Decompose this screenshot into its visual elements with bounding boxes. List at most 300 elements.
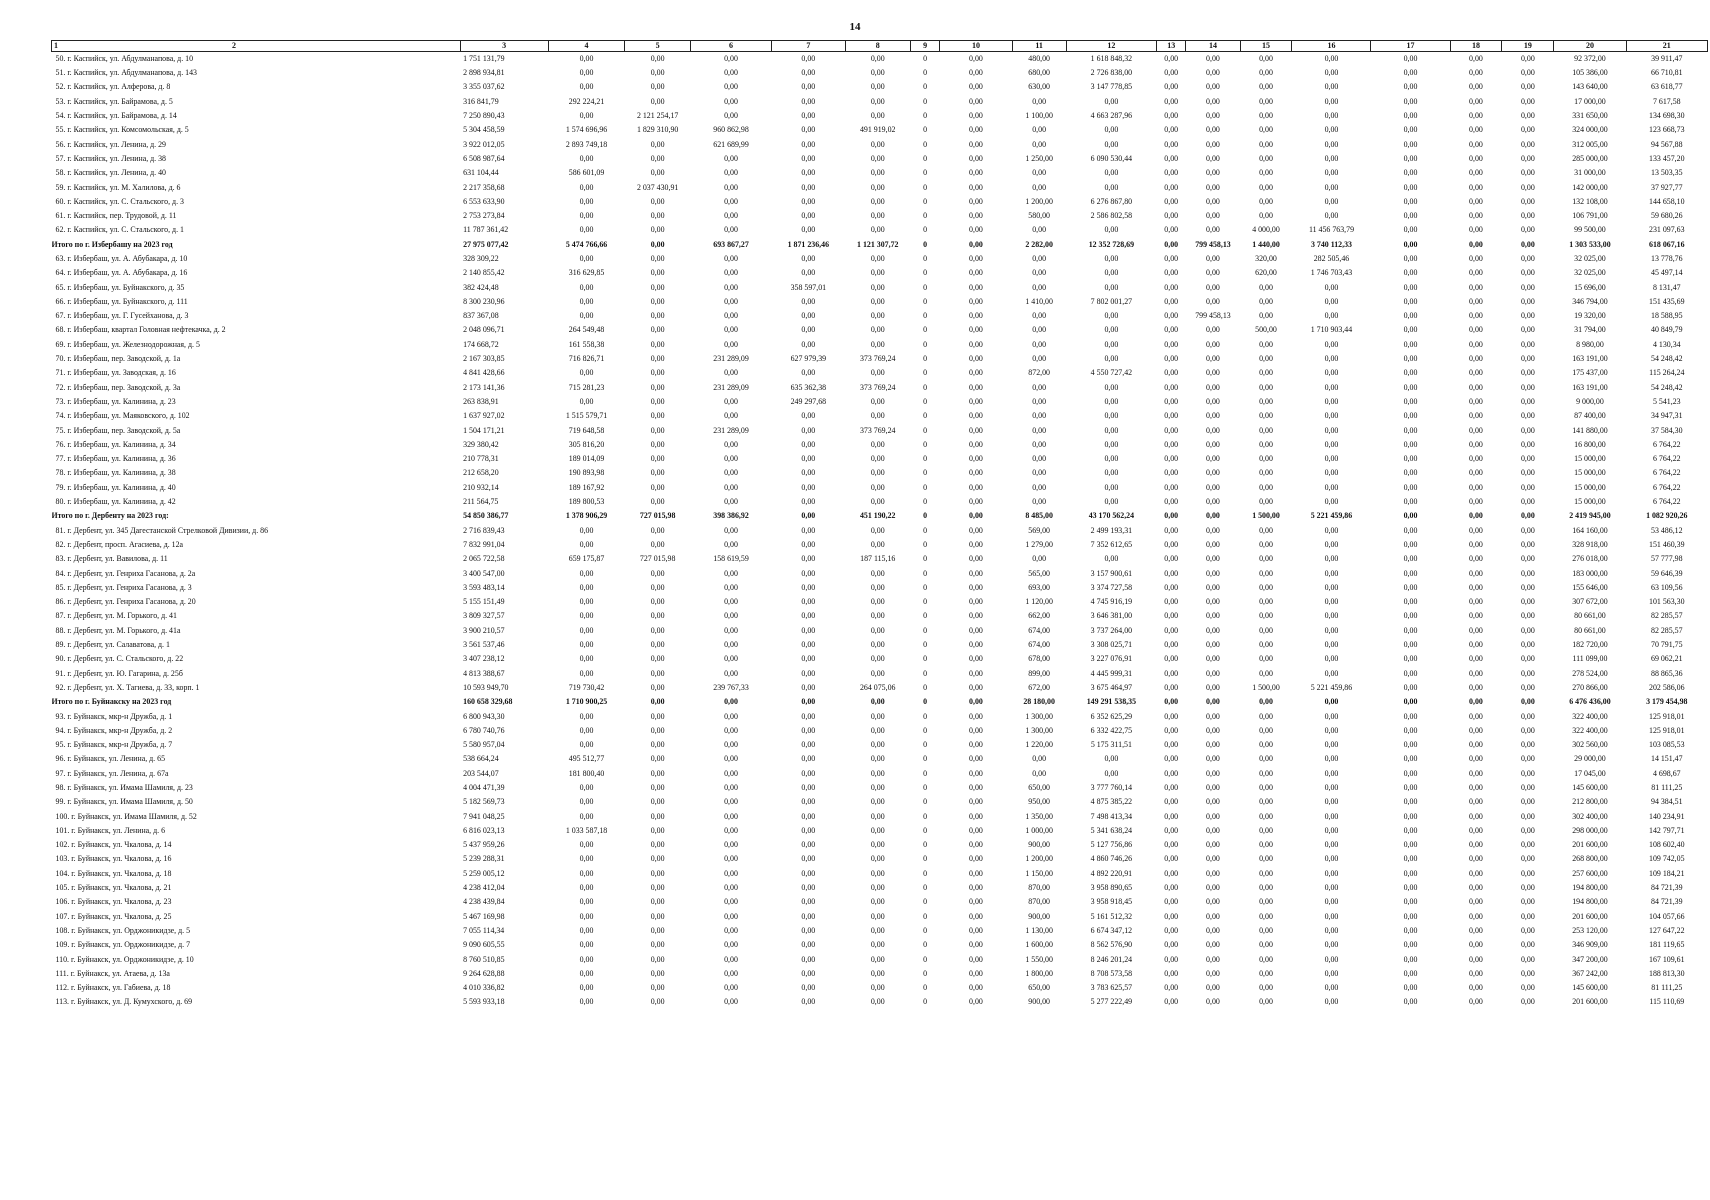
value-cell-col-5: 0,00 xyxy=(650,411,665,421)
value-cell-col-4: 0,00 xyxy=(579,711,594,721)
value-cell-col-3: 2 217 358,68 xyxy=(463,182,505,192)
value-cell-col-6: 0,00 xyxy=(724,911,738,921)
value-cell-col-19: 0,00 xyxy=(1520,554,1535,564)
value-cell-col-3: 5 593 933,18 xyxy=(463,997,505,1007)
value-cell-col-18: 0,00 xyxy=(1469,239,1483,249)
value-cell-col-12: 3 227 076,91 xyxy=(1090,654,1133,664)
value-cell-col-7: 0,00 xyxy=(801,439,816,449)
value-cell-col-6: 0,00 xyxy=(724,883,738,893)
value-cell-col-10: 0,00 xyxy=(969,668,983,678)
value-cell-col-8: 0,00 xyxy=(870,153,885,163)
value-cell-col-6: 960 862,98 xyxy=(713,125,749,135)
value-cell-col-21: 134 698,30 xyxy=(1649,111,1685,121)
value-cell-col-6: 0,00 xyxy=(724,611,738,621)
table-row xyxy=(52,166,1708,180)
value-cell-col-3: 2 167 303,85 xyxy=(463,354,505,364)
address-cell: 87. г. Дербент, ул. М. Горького, д. 41 xyxy=(55,611,177,621)
value-cell-col-4: 716 826,71 xyxy=(568,354,605,364)
value-cell-col-15: 0,00 xyxy=(1259,296,1273,306)
value-cell-col-17: 0,00 xyxy=(1403,382,1418,392)
value-cell-col-21: 6 764,22 xyxy=(1652,439,1681,449)
value-cell-col-8: 0,00 xyxy=(870,497,885,507)
value-cell-col-6: 0,00 xyxy=(724,296,738,306)
value-cell-col-19: 0,00 xyxy=(1520,396,1535,406)
value-cell-col-17: 0,00 xyxy=(1403,611,1418,621)
value-cell-col-3: 2 140 855,42 xyxy=(463,268,505,278)
value-cell-col-13: 0,00 xyxy=(1164,196,1179,206)
value-cell-col-18: 0,00 xyxy=(1469,225,1483,235)
address-cell: 57. г. Каспийск, ул. Ленина, д. 38 xyxy=(55,153,166,163)
value-cell-col-4: 181 800,40 xyxy=(568,768,605,778)
value-cell-col-11: 1 000,00 xyxy=(1025,825,1053,835)
column-header: 18 xyxy=(1450,41,1502,52)
value-cell-col-3: 3 922 012,05 xyxy=(463,139,505,149)
value-cell-col-12: 0,00 xyxy=(1104,411,1119,421)
value-cell-col-3: 5 239 288,31 xyxy=(463,854,505,864)
value-cell-col-11: 870,00 xyxy=(1028,883,1050,893)
value-cell-col-7: 0,00 xyxy=(801,425,816,435)
value-cell-col-9: 0 xyxy=(923,782,928,792)
value-cell-col-16: 0,00 xyxy=(1324,468,1339,478)
value-cell-col-17: 0,00 xyxy=(1403,411,1418,421)
value-cell-col-17: 0,00 xyxy=(1403,268,1418,278)
value-cell-col-17: 0,00 xyxy=(1403,539,1418,549)
value-cell-col-7: 0,00 xyxy=(801,868,816,878)
value-cell-col-13: 0,00 xyxy=(1164,654,1179,664)
table-row xyxy=(52,295,1708,309)
value-cell-col-16: 0,00 xyxy=(1324,54,1339,63)
value-cell-col-9: 0 xyxy=(923,654,928,664)
address-cell: 97. г. Буйнакск, ул. Ленина, д. 67а xyxy=(55,768,169,778)
value-cell-col-15: 0,00 xyxy=(1259,282,1273,292)
value-cell-col-7: 0,00 xyxy=(801,511,816,521)
value-cell-col-17: 0,00 xyxy=(1403,82,1418,92)
value-cell-col-19: 0,00 xyxy=(1520,339,1535,349)
value-cell-col-15: 0,00 xyxy=(1259,640,1273,650)
value-cell-col-6: 0,00 xyxy=(724,725,738,735)
value-cell-col-20: 1 303 533,00 xyxy=(1569,239,1611,249)
value-cell-col-20: 268 800,00 xyxy=(1572,854,1608,864)
value-cell-col-7: 0,00 xyxy=(801,468,816,478)
value-cell-col-5: 0,00 xyxy=(650,868,665,878)
value-cell-col-21: 84 721,39 xyxy=(1651,897,1683,907)
value-cell-col-19: 0,00 xyxy=(1520,497,1535,507)
value-cell-col-8: 0,00 xyxy=(870,325,885,335)
value-cell-col-4: 0,00 xyxy=(579,582,594,592)
value-cell-col-11: 0,00 xyxy=(1032,125,1047,135)
value-cell-col-16: 0,00 xyxy=(1324,539,1339,549)
value-cell-col-21: 109 184,21 xyxy=(1649,868,1685,878)
value-cell-col-6: 0,00 xyxy=(724,597,738,607)
address-cell: 54. г. Каспийск, ул. Байрамова, д. 14 xyxy=(55,111,177,121)
value-cell-col-10: 0,00 xyxy=(969,697,983,707)
value-cell-col-4: 0,00 xyxy=(579,782,594,792)
value-cell-col-19: 0,00 xyxy=(1520,168,1535,178)
value-cell-col-8: 1 121 307,72 xyxy=(857,239,899,249)
value-cell-col-7: 0,00 xyxy=(801,825,816,835)
value-cell-col-13: 0,00 xyxy=(1164,54,1179,63)
value-cell-col-11: 1 250,00 xyxy=(1025,153,1053,163)
value-cell-col-11: 0,00 xyxy=(1032,396,1047,406)
column-header: 6 xyxy=(690,41,771,52)
value-cell-col-18: 0,00 xyxy=(1469,740,1483,750)
value-cell-col-7: 0,00 xyxy=(801,497,816,507)
table-row xyxy=(52,109,1708,123)
value-cell-col-19: 0,00 xyxy=(1520,354,1535,364)
value-cell-col-21: 81 111,25 xyxy=(1651,782,1683,792)
value-cell-col-9: 0 xyxy=(923,911,928,921)
value-cell-col-3: 329 380,42 xyxy=(463,439,499,449)
value-cell-col-8: 0,00 xyxy=(870,454,885,464)
value-cell-col-10: 0,00 xyxy=(969,682,983,692)
value-cell-col-6: 0,00 xyxy=(724,768,738,778)
table-row xyxy=(52,481,1708,495)
value-cell-col-20: 212 800,00 xyxy=(1572,797,1608,807)
value-cell-col-21: 618 067,16 xyxy=(1649,239,1685,249)
value-cell-col-6: 0,00 xyxy=(724,225,738,235)
value-cell-col-14: 799 458,13 xyxy=(1195,311,1231,321)
value-cell-col-16: 0,00 xyxy=(1324,568,1339,578)
value-cell-col-20: 16 800,00 xyxy=(1574,439,1606,449)
value-cell-col-19: 0,00 xyxy=(1520,268,1535,278)
value-cell-col-12: 4 745 916,19 xyxy=(1090,597,1133,607)
value-cell-col-16: 0,00 xyxy=(1324,482,1339,492)
value-cell-col-8: 0,00 xyxy=(870,54,885,63)
value-cell-col-19: 0,00 xyxy=(1520,82,1535,92)
value-cell-col-8: 0,00 xyxy=(870,668,885,678)
value-cell-col-16: 0,00 xyxy=(1324,82,1339,92)
value-cell-col-15: 0,00 xyxy=(1259,497,1273,507)
value-cell-col-7: 249 297,68 xyxy=(790,396,827,406)
value-cell-col-15: 620,00 xyxy=(1255,268,1277,278)
value-cell-col-20: 201 600,00 xyxy=(1572,840,1608,850)
value-cell-col-9: 0 xyxy=(923,96,928,106)
value-cell-col-17: 0,00 xyxy=(1403,454,1418,464)
value-cell-col-11: 674,00 xyxy=(1028,625,1050,635)
value-cell-col-9: 0 xyxy=(923,768,928,778)
address-cell: 88. г. Дербент, ул. М. Горького, д. 41а xyxy=(55,625,181,635)
value-cell-col-16: 0,00 xyxy=(1324,282,1339,292)
value-cell-col-11: 0,00 xyxy=(1032,554,1047,564)
value-cell-col-8: 0,00 xyxy=(870,797,885,807)
value-cell-col-8: 0,00 xyxy=(870,968,885,978)
value-cell-col-7: 358 597,01 xyxy=(790,282,827,292)
value-cell-col-16: 0,00 xyxy=(1324,211,1339,221)
address-cell: 104. г. Буйнакск, ул. Чкалова, д. 18 xyxy=(55,868,172,878)
value-cell-col-4: 0,00 xyxy=(579,525,594,535)
value-cell-col-17: 0,00 xyxy=(1403,511,1418,521)
value-cell-col-6: 398 386,92 xyxy=(713,511,749,521)
value-cell-col-6: 231 289,09 xyxy=(713,425,749,435)
value-cell-col-21: 4 698,67 xyxy=(1652,768,1681,778)
value-cell-col-12: 0,00 xyxy=(1104,282,1119,292)
value-cell-col-14: 0,00 xyxy=(1206,925,1220,935)
value-cell-col-4: 0,00 xyxy=(579,997,594,1007)
table-row xyxy=(52,624,1708,638)
value-cell-col-3: 5 580 957,04 xyxy=(463,740,505,750)
value-cell-col-11: 1 279,00 xyxy=(1025,539,1053,549)
value-cell-col-21: 63 618,77 xyxy=(1651,82,1683,92)
address-cell: 102. г. Буйнакск, ул. Чкалова, д. 14 xyxy=(55,840,172,850)
table-row xyxy=(52,409,1708,423)
value-cell-col-18: 0,00 xyxy=(1469,754,1483,764)
table-row xyxy=(52,338,1708,352)
value-cell-col-10: 0,00 xyxy=(969,68,983,78)
value-cell-col-21: 59 646,39 xyxy=(1651,568,1683,578)
value-cell-col-14: 0,00 xyxy=(1206,482,1220,492)
value-cell-col-10: 0,00 xyxy=(969,554,983,564)
value-cell-col-13: 0,00 xyxy=(1164,797,1179,807)
value-cell-col-11: 1 550,00 xyxy=(1025,954,1053,964)
value-cell-col-9: 0 xyxy=(923,82,928,92)
value-cell-col-20: 87 400,00 xyxy=(1574,411,1606,421)
value-cell-col-7: 0,00 xyxy=(801,883,816,893)
value-cell-col-8: 451 190,22 xyxy=(859,511,896,521)
value-cell-col-17: 0,00 xyxy=(1403,325,1418,335)
value-cell-col-21: 57 777,98 xyxy=(1651,554,1683,564)
column-header: 13 xyxy=(1157,41,1186,52)
value-cell-col-17: 0,00 xyxy=(1403,825,1418,835)
address-cell: 109. г. Буйнакск, ул. Орджоникидзе, д. 7 xyxy=(55,940,191,950)
value-cell-col-20: 32 025,00 xyxy=(1574,268,1606,278)
value-cell-col-19: 0,00 xyxy=(1520,482,1535,492)
value-cell-col-19: 0,00 xyxy=(1520,854,1535,864)
value-cell-col-14: 0,00 xyxy=(1206,96,1220,106)
value-cell-col-14: 0,00 xyxy=(1206,454,1220,464)
value-cell-col-13: 0,00 xyxy=(1164,325,1179,335)
value-cell-col-19: 0,00 xyxy=(1520,940,1535,950)
value-cell-col-21: 13 778,76 xyxy=(1651,254,1683,263)
value-cell-col-10: 0,00 xyxy=(969,82,983,92)
value-cell-col-15: 4 000,00 xyxy=(1252,225,1280,235)
value-cell-col-14: 0,00 xyxy=(1206,611,1220,621)
value-cell-col-14: 0,00 xyxy=(1206,525,1220,535)
value-cell-col-3: 5 437 959,26 xyxy=(463,840,505,850)
value-cell-col-11: 0,00 xyxy=(1032,482,1047,492)
value-cell-col-16: 5 221 459,86 xyxy=(1310,511,1353,521)
value-cell-col-18: 0,00 xyxy=(1469,997,1483,1007)
value-cell-col-17: 0,00 xyxy=(1403,482,1418,492)
value-cell-col-6: 693 867,27 xyxy=(713,239,749,249)
value-cell-col-13: 0,00 xyxy=(1164,468,1179,478)
value-cell-col-8: 0,00 xyxy=(870,282,885,292)
page-number: 14 xyxy=(849,21,861,33)
value-cell-col-5: 0,00 xyxy=(650,339,665,349)
value-cell-col-11: 650,00 xyxy=(1028,782,1050,792)
value-cell-col-3: 837 367,08 xyxy=(463,311,499,321)
value-cell-col-14: 0,00 xyxy=(1206,68,1220,78)
value-cell-col-13: 0,00 xyxy=(1164,925,1179,935)
value-cell-col-20: 145 600,00 xyxy=(1572,983,1608,993)
value-cell-col-12: 0,00 xyxy=(1104,497,1119,507)
value-cell-col-12: 0,00 xyxy=(1104,396,1119,406)
value-cell-col-3: 54 850 386,77 xyxy=(463,511,509,521)
value-cell-col-4: 0,00 xyxy=(579,196,594,206)
value-cell-col-12: 149 291 538,35 xyxy=(1086,697,1137,707)
value-cell-col-4: 1 515 579,71 xyxy=(565,411,608,421)
value-cell-col-17: 0,00 xyxy=(1403,182,1418,192)
value-cell-col-11: 900,00 xyxy=(1028,840,1050,850)
value-cell-col-18: 0,00 xyxy=(1469,797,1483,807)
value-cell-col-21: 3 179 454,98 xyxy=(1646,697,1688,707)
value-cell-col-17: 0,00 xyxy=(1403,625,1418,635)
value-cell-col-8: 0,00 xyxy=(870,611,885,621)
value-cell-col-16: 0,00 xyxy=(1324,425,1339,435)
value-cell-col-10: 0,00 xyxy=(969,268,983,278)
value-cell-col-13: 0,00 xyxy=(1164,582,1179,592)
value-cell-col-15: 0,00 xyxy=(1259,125,1273,135)
value-cell-col-9: 0 xyxy=(923,68,928,78)
table-row xyxy=(52,552,1708,566)
value-cell-col-15: 0,00 xyxy=(1259,211,1273,221)
value-cell-col-18: 0,00 xyxy=(1469,153,1483,163)
value-cell-col-14: 0,00 xyxy=(1206,468,1220,478)
value-cell-col-6: 621 689,99 xyxy=(713,139,749,149)
value-cell-col-5: 0,00 xyxy=(650,754,665,764)
value-cell-col-7: 0,00 xyxy=(801,797,816,807)
value-cell-col-9: 0 xyxy=(923,954,928,964)
value-cell-col-11: 0,00 xyxy=(1032,497,1047,507)
value-cell-col-3: 210 778,31 xyxy=(463,454,499,464)
value-cell-col-14: 0,00 xyxy=(1206,354,1220,364)
table-row xyxy=(52,438,1708,452)
value-cell-col-18: 0,00 xyxy=(1469,196,1483,206)
address-cell: 85. г. Дербент, ул. Генриха Гасанова, д. 3 xyxy=(55,582,192,592)
value-cell-col-15: 0,00 xyxy=(1259,983,1273,993)
value-cell-col-16: 0,00 xyxy=(1324,754,1339,764)
value-cell-col-6: 0,00 xyxy=(724,925,738,935)
address-cell: 72. г. Избербаш, пер. Заводской, д. 3а xyxy=(55,382,181,392)
value-cell-col-16: 0,00 xyxy=(1324,668,1339,678)
value-cell-col-16: 0,00 xyxy=(1324,625,1339,635)
value-cell-col-10: 0,00 xyxy=(969,568,983,578)
value-cell-col-10: 0,00 xyxy=(969,854,983,864)
value-cell-col-18: 0,00 xyxy=(1469,554,1483,564)
value-cell-col-6: 0,00 xyxy=(724,54,738,63)
value-cell-col-6: 0,00 xyxy=(724,325,738,335)
value-cell-col-20: 142 000,00 xyxy=(1572,182,1608,192)
value-cell-col-20: 328 918,00 xyxy=(1572,539,1608,549)
value-cell-col-10: 0,00 xyxy=(969,654,983,664)
value-cell-col-12: 0,00 xyxy=(1104,325,1119,335)
table-row xyxy=(52,209,1708,223)
value-cell-col-5: 0,00 xyxy=(650,368,665,378)
value-cell-col-10: 0,00 xyxy=(969,640,983,650)
table-row xyxy=(52,123,1708,137)
value-cell-col-10: 0,00 xyxy=(969,582,983,592)
value-cell-col-6: 239 767,33 xyxy=(713,682,749,692)
value-cell-col-14: 0,00 xyxy=(1206,883,1220,893)
value-cell-col-3: 27 975 077,42 xyxy=(463,239,509,249)
value-cell-col-19: 0,00 xyxy=(1520,597,1535,607)
value-cell-col-6: 0,00 xyxy=(724,396,738,406)
value-cell-col-5: 0,00 xyxy=(650,740,665,750)
value-cell-col-18: 0,00 xyxy=(1469,311,1483,321)
value-cell-col-9: 0 xyxy=(923,539,928,549)
value-cell-col-10: 0,00 xyxy=(969,454,983,464)
value-cell-col-3: 2 753 273,84 xyxy=(463,211,505,221)
value-cell-col-17: 0,00 xyxy=(1403,640,1418,650)
table-row xyxy=(52,423,1708,437)
value-cell-col-18: 0,00 xyxy=(1469,382,1483,392)
value-cell-col-16: 0,00 xyxy=(1324,497,1339,507)
value-cell-col-19: 0,00 xyxy=(1520,868,1535,878)
value-cell-col-11: 0,00 xyxy=(1032,182,1047,192)
column-header: 17 xyxy=(1371,41,1450,52)
value-cell-col-19: 0,00 xyxy=(1520,239,1535,249)
value-cell-col-15: 0,00 xyxy=(1259,911,1273,921)
value-cell-col-3: 328 309,22 xyxy=(463,254,499,263)
value-cell-col-9: 0 xyxy=(923,425,928,435)
value-cell-col-18: 0,00 xyxy=(1469,411,1483,421)
value-cell-col-20: 29 000,00 xyxy=(1574,754,1606,764)
value-cell-col-17: 0,00 xyxy=(1403,396,1418,406)
address-cell: 67. г. Избербаш, ул. Г. Гусейханова, д. 3 xyxy=(55,311,189,321)
value-cell-col-12: 0,00 xyxy=(1104,139,1119,149)
table-row xyxy=(52,595,1708,609)
value-cell-col-20: 347 200,00 xyxy=(1572,954,1608,964)
value-cell-col-13: 0,00 xyxy=(1164,268,1179,278)
address-cell: 61. г. Каспийск, пер. Трудовой, д. 11 xyxy=(55,211,177,221)
value-cell-col-21: 34 947,31 xyxy=(1651,411,1683,421)
value-cell-col-18: 0,00 xyxy=(1469,983,1483,993)
value-cell-col-17: 0,00 xyxy=(1403,54,1418,63)
value-cell-col-4: 1 378 906,29 xyxy=(565,511,608,521)
value-cell-col-15: 0,00 xyxy=(1259,582,1273,592)
value-cell-col-18: 0,00 xyxy=(1469,68,1483,78)
value-cell-col-14: 0,00 xyxy=(1206,997,1220,1007)
value-cell-col-4: 190 893,98 xyxy=(568,468,605,478)
value-cell-col-5: 0,00 xyxy=(650,254,665,263)
value-cell-col-17: 0,00 xyxy=(1403,654,1418,664)
value-cell-col-4: 0,00 xyxy=(579,111,594,121)
value-cell-col-18: 0,00 xyxy=(1469,96,1483,106)
value-cell-col-5: 0,00 xyxy=(650,911,665,921)
value-cell-col-16: 0,00 xyxy=(1324,711,1339,721)
value-cell-col-15: 0,00 xyxy=(1259,883,1273,893)
value-cell-col-16: 1 710 903,44 xyxy=(1310,325,1353,335)
value-cell-col-8: 0,00 xyxy=(870,111,885,121)
value-cell-col-10: 0,00 xyxy=(969,254,983,263)
value-cell-col-9: 0 xyxy=(923,382,928,392)
value-cell-col-17: 0,00 xyxy=(1403,239,1418,249)
value-cell-col-20: 143 640,00 xyxy=(1572,82,1608,92)
value-cell-col-15: 0,00 xyxy=(1259,311,1273,321)
value-cell-col-17: 0,00 xyxy=(1403,339,1418,349)
value-cell-col-7: 0,00 xyxy=(801,68,816,78)
address-cell: 105. г. Буйнакск, ул. Чкалова, д. 21 xyxy=(55,883,172,893)
value-cell-col-13: 0,00 xyxy=(1164,225,1179,235)
value-cell-col-15: 0,00 xyxy=(1259,840,1273,850)
value-cell-col-11: 0,00 xyxy=(1032,425,1047,435)
address-cell: 70. г. Избербаш, пер. Заводской, д. 1а xyxy=(55,354,181,364)
subtotal-row xyxy=(52,238,1708,252)
value-cell-col-18: 0,00 xyxy=(1469,854,1483,864)
value-cell-col-3: 2 898 934,81 xyxy=(463,68,505,78)
value-cell-col-10: 0,00 xyxy=(969,997,983,1007)
value-cell-col-12: 0,00 xyxy=(1104,754,1119,764)
value-cell-col-14: 0,00 xyxy=(1206,211,1220,221)
value-cell-col-21: 53 486,12 xyxy=(1651,525,1683,535)
value-cell-col-19: 0,00 xyxy=(1520,768,1535,778)
value-cell-col-19: 0,00 xyxy=(1520,211,1535,221)
value-cell-col-8: 0,00 xyxy=(870,954,885,964)
value-cell-col-13: 0,00 xyxy=(1164,539,1179,549)
value-cell-col-16: 0,00 xyxy=(1324,168,1339,178)
value-cell-col-17: 0,00 xyxy=(1403,597,1418,607)
value-cell-col-21: 82 285,57 xyxy=(1651,625,1683,635)
value-cell-col-9: 0 xyxy=(923,339,928,349)
